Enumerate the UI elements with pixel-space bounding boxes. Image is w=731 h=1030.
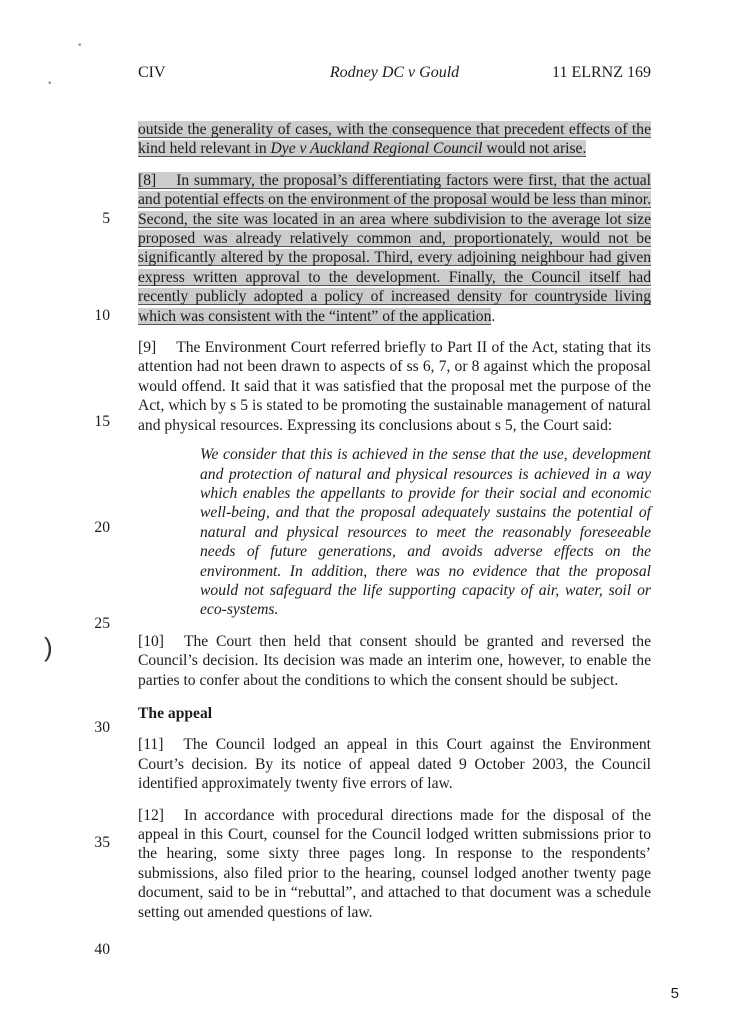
header-case-title: Rodney DC v Gould bbox=[329, 64, 460, 81]
paragraph-number: [12] bbox=[138, 806, 164, 824]
paragraph-number: [11] bbox=[138, 736, 164, 754]
body-text bbox=[138, 120, 651, 922]
page-number: 5 bbox=[670, 985, 679, 1002]
section-heading: The appeal bbox=[138, 704, 213, 722]
block-quote: We consider that this is achieved in the sense that the use, development and protection of natural and physical resources is achieved in a way which enables the appellants to provide for their social and economic well-being, and that the proposal adequately sustains the potential of natural and physical resources to meet the reasonably foreseeable needs of future generations, and avoids adverse effects on the environment. In addition, there was no evidence that the proposal would not safeguard the life supporting capacity of air, water, soil or eco-systems. bbox=[200, 446, 651, 619]
paragraph-continued: outside the generality of cases, with the consequence that precedent effects of the kind held relevant in Dye v Auckland Regional Council would not arise. bbox=[138, 121, 651, 158]
paragraph-8: [8] In summary, the proposal’s differentiating factors were first, that the actual and potential effects on the environment of the proposal would be less than minor. Second, the site was located in an area where subdivision to the average lot size proposed was already relatively common and, proportionately, would not be significantly altered by the proposal. Third, every adjoining neighbour had given express written approval to the development. Finally, the Council itself had recently publicly adopted a policy of increased density for countryside living which was consistent with the “intent” of the application. bbox=[138, 171, 651, 325]
paragraph-number: [9] bbox=[138, 339, 157, 357]
paragraph-9: [9] The Environment Court referred briefly to Part II of the Act, stating that its attention had not been drawn to aspects of ss 6, 7, or 8 against which the proposal would offend. It said that it was satisfied that the proposal met the purpose of the Act, which by s 5 is stated to be promoting the sustainable management of natural and physical resources. Expressing its conclusions about s 5, the Court said: bbox=[138, 339, 651, 434]
scan-speck: • bbox=[48, 78, 52, 89]
running-header bbox=[138, 64, 651, 86]
case-name: Dye v Auckland Regional Council bbox=[270, 140, 483, 158]
line-number: 35 bbox=[94, 834, 110, 851]
line-number: 5 bbox=[102, 210, 110, 227]
paragraph-number: [10] bbox=[138, 632, 164, 650]
scan-bracket-mark: ) bbox=[44, 632, 53, 662]
header-citation: 11 ELRNZ 169 bbox=[552, 64, 651, 81]
line-number: 40 bbox=[94, 941, 110, 958]
line-number: 10 bbox=[94, 307, 110, 324]
paragraph-12: [12] In accordance with procedural directions made for the disposal of the appeal in this Court, counsel for the Council lodged written submissions prior to the hearing, some sixty three pages long. In response to the respondents’ submissions, also filed prior to the hearing, counsel lodged another twenty page document, said to be in “rebuttal”, and attached to that document was a schedule setting out amended questions of law. bbox=[138, 806, 651, 921]
paragraph-10: [10] The Court then held that consent should be granted and reversed the Council’s decision. Its decision was made an interim one, however, to enable the parties to confer about the conditions to which the consent should be subject. bbox=[138, 632, 651, 689]
paragraph-number: [8] bbox=[138, 171, 157, 189]
line-number: 30 bbox=[94, 719, 110, 736]
line-number: 25 bbox=[94, 615, 110, 632]
scan-speck: • bbox=[78, 40, 82, 51]
paragraph-11: [11] The Council lodged an appeal in this Court against the Environment Court’s decision. By its notice of appeal dated 9 October 2003, the Council identified approximately twenty five errors of law. bbox=[138, 736, 651, 793]
line-number: 20 bbox=[94, 519, 110, 536]
header-left: CIV bbox=[138, 64, 166, 81]
line-number: 15 bbox=[94, 413, 110, 430]
